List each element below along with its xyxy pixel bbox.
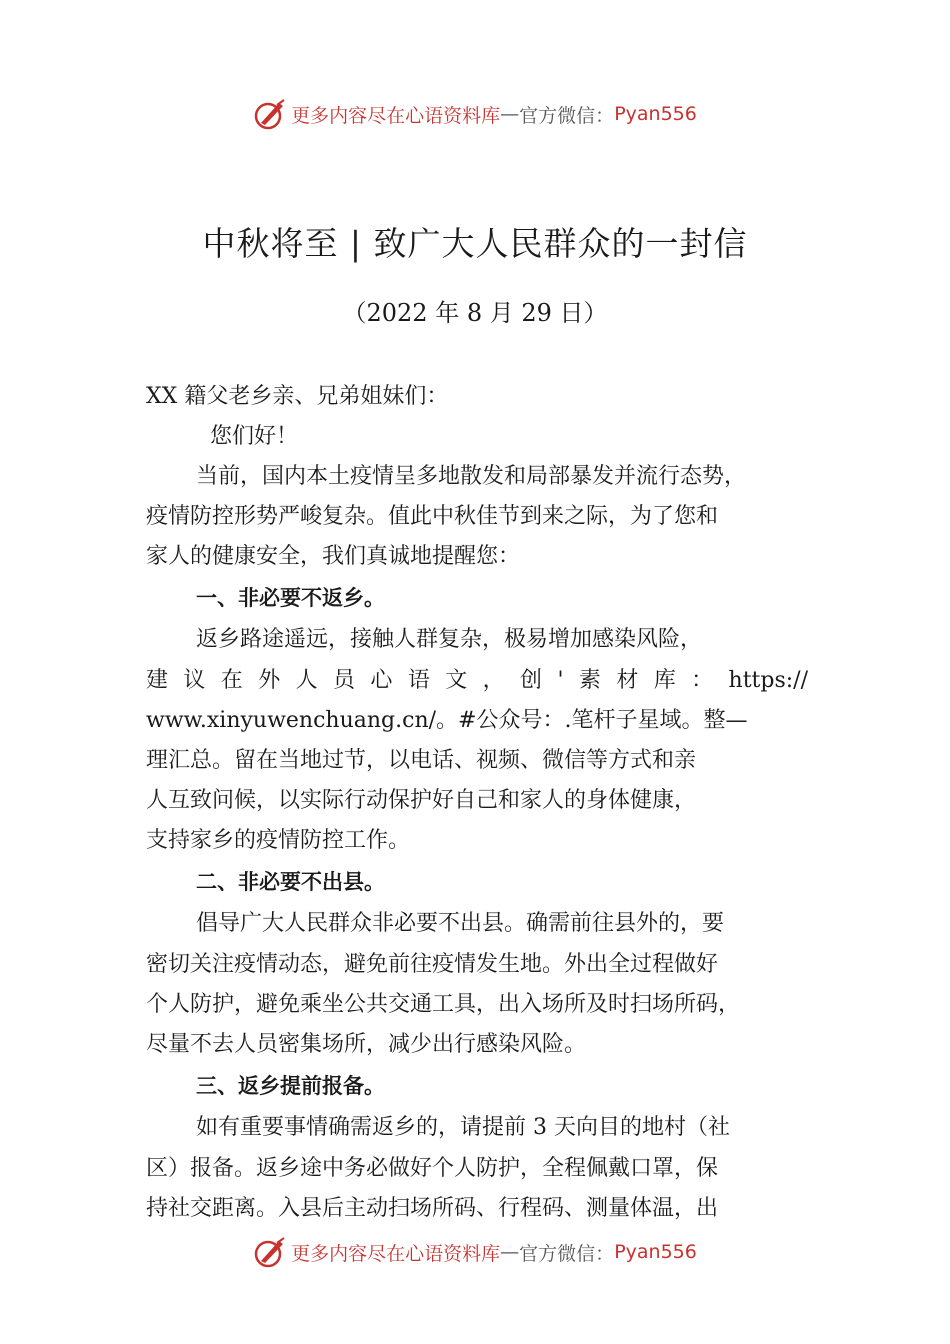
section-line: 人互致问候，以实际行动保护好自己和家人的身体健康， bbox=[146, 788, 697, 813]
section-line: 密切关注疫情动态，避免前往疫情发生地。外出全过程做好 bbox=[146, 952, 719, 977]
quill-logo-icon bbox=[253, 97, 287, 131]
section-line: 支持家乡的疫情防控工作。 bbox=[146, 828, 411, 853]
intro-line: 家人的健康安全，我们真诚地提醒您： bbox=[146, 544, 521, 569]
watermark-main-text: 更多内容尽在心语资料库 bbox=[291, 1242, 501, 1265]
quill-logo-icon bbox=[253, 1235, 287, 1269]
greeting: 您们好！ bbox=[210, 424, 299, 449]
section-line: 返乡路途遥远，接触人群复杂，极易增加感染风险， bbox=[196, 627, 703, 652]
watermark-banner-bottom bbox=[0, 1232, 950, 1272]
watermark-wechat-id: Pyan556 bbox=[614, 103, 697, 125]
section-heading: 三、返乡提前报备。 bbox=[196, 1074, 385, 1098]
salutation: XX 籍父老乡亲、兄弟姐妹们： bbox=[146, 384, 449, 409]
section-heading: 一、非必要不返乡。 bbox=[196, 586, 385, 610]
watermark-wechat-label: 官方微信： bbox=[519, 1242, 615, 1265]
watermark-wechat-id: Pyan556 bbox=[614, 1241, 697, 1263]
document-title: 中秋将至 | 致广大人民群众的一封信 bbox=[202, 224, 748, 263]
watermark-dash: — bbox=[500, 103, 520, 125]
section-line: 如有重要事情确需返乡的，请提前 3 天向目的地村（社 bbox=[196, 1115, 730, 1140]
section-line: 建议在外人员心语文，创'素材库：https:// bbox=[146, 668, 808, 693]
intro-line: 当前，国内本土疫情呈多地散发和局部暴发并流行态势， bbox=[196, 464, 747, 489]
section-line: 持社交距离。入县后主动扫场所码、行程码、测量体温，出 bbox=[146, 1196, 719, 1221]
letter-body bbox=[146, 377, 808, 1229]
section-line: 倡导广大人民群众非必要不出县。确需前往县外的，要 bbox=[196, 911, 725, 936]
intro-line: 疫情防控形势严峻复杂。值此中秋佳节到来之际，为了您和 bbox=[146, 504, 719, 529]
section-line: 尽量不去人员密集场所，减少出行感染风险。 bbox=[146, 1032, 587, 1057]
section-line: 区）报备。返乡途中务必做好个人防护，全程佩戴口罩，保 bbox=[146, 1156, 719, 1181]
watermark-dash: — bbox=[500, 1241, 520, 1263]
section-heading: 二、非必要不出县。 bbox=[196, 870, 385, 894]
section-line: 个人防护，避免乘坐公共交通工具，出入场所及时扫场所码， bbox=[146, 992, 741, 1017]
section-line: 理汇总。留在当地过节，以电话、视频、微信等方式和亲 bbox=[146, 748, 697, 773]
watermark-banner-top bbox=[0, 94, 950, 134]
watermark-wechat-label: 官方微信： bbox=[519, 104, 615, 127]
watermark-main-text: 更多内容尽在心语资料库 bbox=[291, 104, 501, 127]
section-line: www.xinyuwenchuang.cn/。#公众号：.笔杆子星域。整— bbox=[146, 708, 748, 733]
document-date: （2022 年 8 月 29 日） bbox=[342, 299, 608, 327]
